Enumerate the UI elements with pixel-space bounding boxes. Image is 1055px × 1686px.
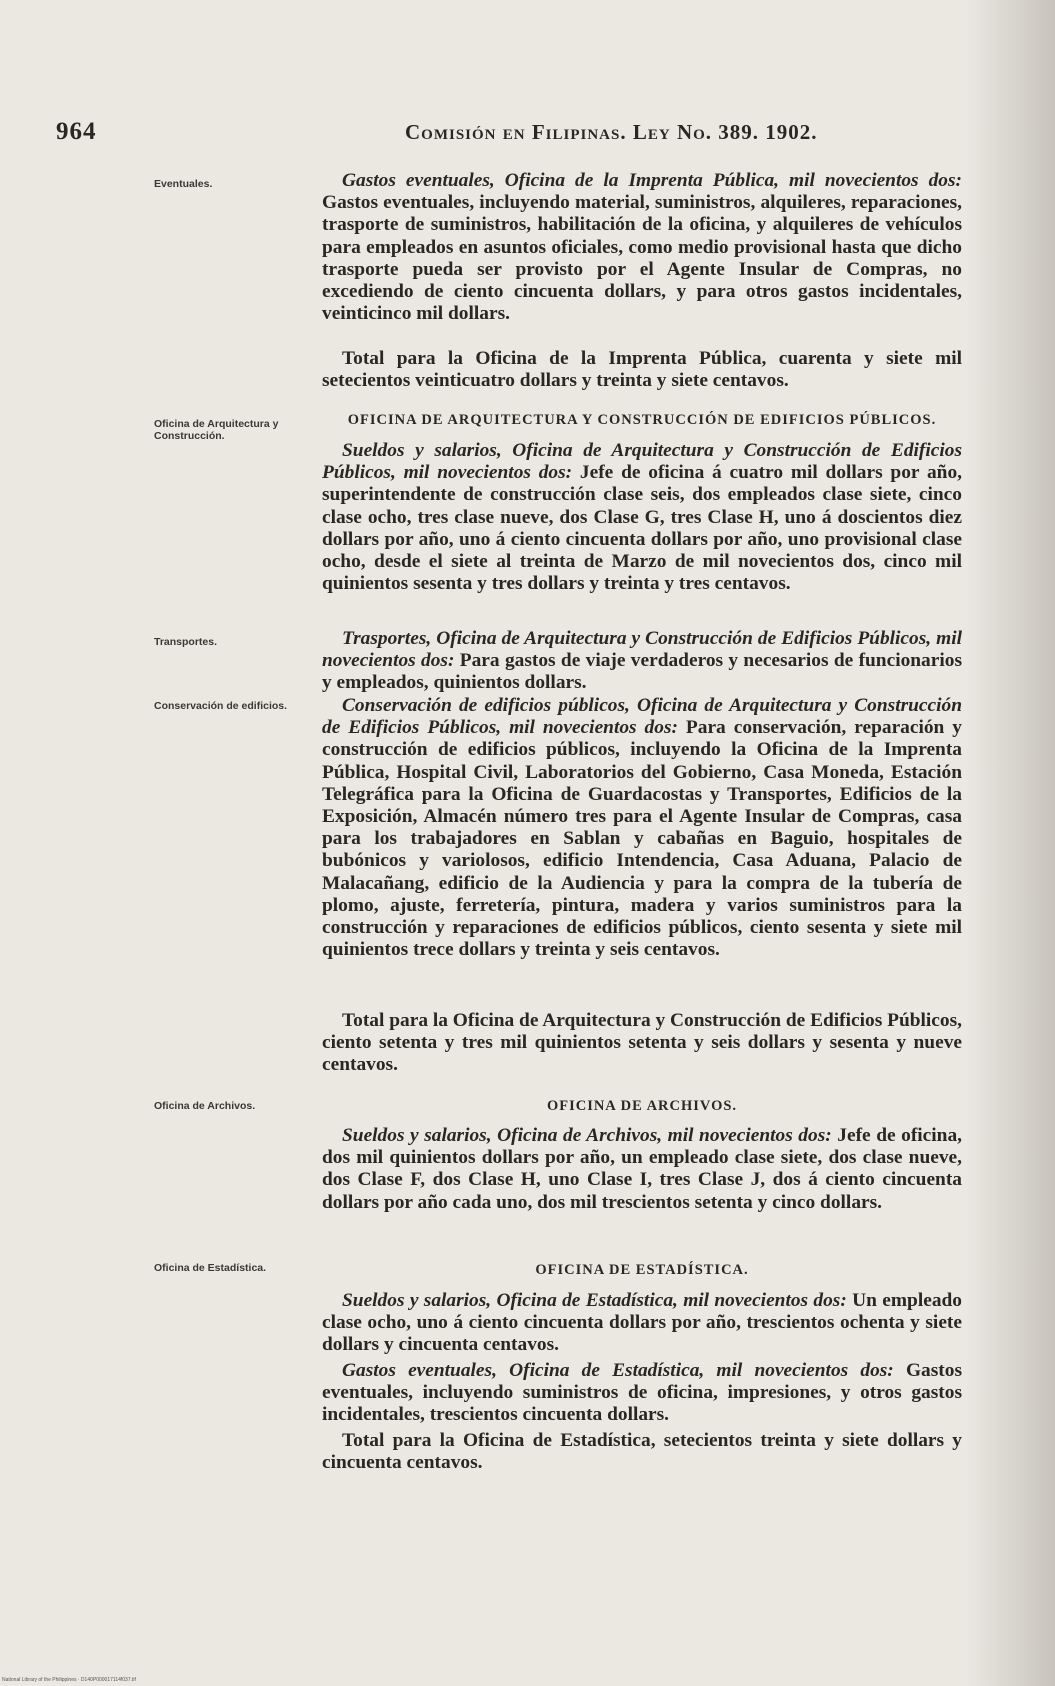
paragraph-lead-italic: Trasportes, Oficina de Arquitectura y Construcción de Edificios Públicos, mil novecientos dos:: [322, 628, 962, 672]
paragraph-body: Gastos eventuales, incluyendo suministros de oficina, impresiones, y otros gastos incidentales, trescientos cincuenta dollars.: [322, 1360, 962, 1426]
paragraph-arquitectura-total: Total para la Oficina de Arquitectura y Construcción de Edificios Públicos, ciento setenta y tres mil quinientos setenta y seis dollars y sesenta y nueve centavos.: [322, 1010, 962, 1076]
paragraph-estadistica-eventuales: [322, 1360, 962, 1427]
section-heading-arquitectura: OFICINA DE ARQUITECTURA Y CONSTRUCCIÓN DE EDIFICIOS PÚBLICOS.: [347, 412, 937, 428]
margin-note-archivos: Oficina de Archivos.: [154, 1100, 256, 1112]
paragraph-body: Jefe de oficina á cuatro mil dollars por año, superintendente de construcción clase seis, dos empleados clase siete, cinco clase ocho, tres clase nueve, dos Clase G, tres Clase H, uno á doscientos diez dollars por año, uno á ciento cincuenta dollars por año, uno provisional clase ocho, desde el siete al treinta de Marzo de mil novecientos dos, cinco mil quinientos sesenta y tres dollars y treinta y tres centavos.: [322, 462, 962, 595]
margin-note-arquitectura: Oficina de Arquitectura y Construcción.: [154, 418, 279, 442]
paragraph-lead-italic: Sueldos y salarios, Oficina de Estadística, mil novecientos dos:: [342, 1290, 847, 1311]
paragraph-arquitectura-transportes: [322, 628, 962, 695]
paragraph-arquitectura-sueldos: [322, 440, 962, 595]
running-title: Comisión en Filipinas. Ley No. 389. 1902.: [405, 120, 818, 144]
page-edge-shadow: [965, 0, 1055, 1686]
margin-note-eventuales: Eventuales.: [154, 178, 213, 190]
paragraph-lead-italic: Conservación de edificios públicos, Oficina de Arquitectura y Construcción de Edificios Públicos, mil novecientos dos:: [322, 695, 962, 739]
paragraph-archivos-sueldos: [322, 1125, 962, 1214]
margin-note-estadistica: Oficina de Estadística.: [154, 1262, 267, 1274]
paragraph-lead-italic: Sueldos y salarios, Oficina de Arquitectura y Construcción de Edificios Públicos, mil novecientos dos:: [322, 440, 962, 484]
paragraph-arquitectura-conservacion: [322, 695, 962, 961]
paragraph-estadistica-total: Total para la Oficina de Estadística, setecientos treinta y siete dollars y cincuenta centavos.: [322, 1430, 962, 1474]
paragraph-body: Para conservación, reparación y construcción de edificios públicos, incluyendo la Oficina de la Imprenta Pública, Hospital Civil, Laboratorios del Gobierno, Casa Moneda, Estación Telegráfica para la Oficina de Guardacostas y Transportes, Edificios de la Exposición, Almacén número tres para el Agente Insular de Compras, casa para los trabajadores en Sablan y cabañas en Baguio, hospitales de bubónicos y variolosos, edificio Intendencia, Casa Aduana, Palacio de Malacañang, edificio de la Audiencia y para la compra de la tubería de plomo, ajuste, ferretería, pintura, madera y varios suministros para la construcción y reparaciones de edificios públicos, ciento sesenta y siete mil quinientos trece dollars y treinta y seis centavos.: [322, 717, 962, 961]
paragraph-body: Gastos eventuales, incluyendo material, suministros, alquileres, reparaciones, trasporte de suministros, habilitación de la oficina, y alquileres de vehículos para empleados en asuntos oficiales, como medio provisional hasta que dicho trasporte pueda ser provisto por el Agente Insular de Compras, no excediendo de ciento cincuenta dollars, y para otros gastos incidentales, veinticinco mil dollars.: [322, 192, 962, 325]
paragraph-lead-italic: Sueldos y salarios, Oficina de Archivos, mil novecientos dos:: [342, 1125, 832, 1146]
paragraph-body: Para gastos de viaje verdaderos y necesarios de funcionarios y empleados, quinientos dollars.: [322, 650, 962, 694]
page-number: 964: [56, 118, 97, 145]
paragraph-lead-italic: Gastos eventuales, Oficina de la Imprenta Pública, mil novecientos dos:: [342, 170, 962, 191]
page-header: [0, 118, 1055, 148]
paragraph-imprenta-eventuales: [322, 170, 962, 325]
scan-footer: National Library of the Philippines · D140P000017114f037.tif: [2, 1677, 136, 1683]
margin-note-conservacion: Conservación de edificios.: [154, 700, 288, 712]
section-heading-estadistica: OFICINA DE ESTADÍSTICA.: [535, 1262, 749, 1278]
section-heading-archivos: OFICINA DE ARCHIVOS.: [546, 1098, 738, 1114]
paragraph-lead-italic: Gastos eventuales, Oficina de Estadística, mil novecientos dos:: [342, 1360, 894, 1381]
margin-note-transportes: Transportes.: [154, 636, 218, 648]
paragraph-body: Jefe de oficina, dos mil quinientos dollars por año, un empleado clase siete, dos clase nueve, dos Clase F, dos Clase H, uno Clase I, tres Clase J, dos á ciento cincuenta dollars por año cada uno, dos mil trescientos setenta y cinco dollars.: [322, 1125, 963, 1213]
paragraph-body: Un empleado clase ocho, uno á ciento cincuenta dollars por año, trescientos ochenta y siete dollars y cincuenta centavos.: [322, 1290, 962, 1356]
paragraph-imprenta-total: Total para la Oficina de la Imprenta Pública, cuarenta y siete mil setecientos veinticuatro dollars y treinta y siete centavos.: [322, 348, 962, 392]
paragraph-estadistica-sueldos: [322, 1290, 962, 1357]
